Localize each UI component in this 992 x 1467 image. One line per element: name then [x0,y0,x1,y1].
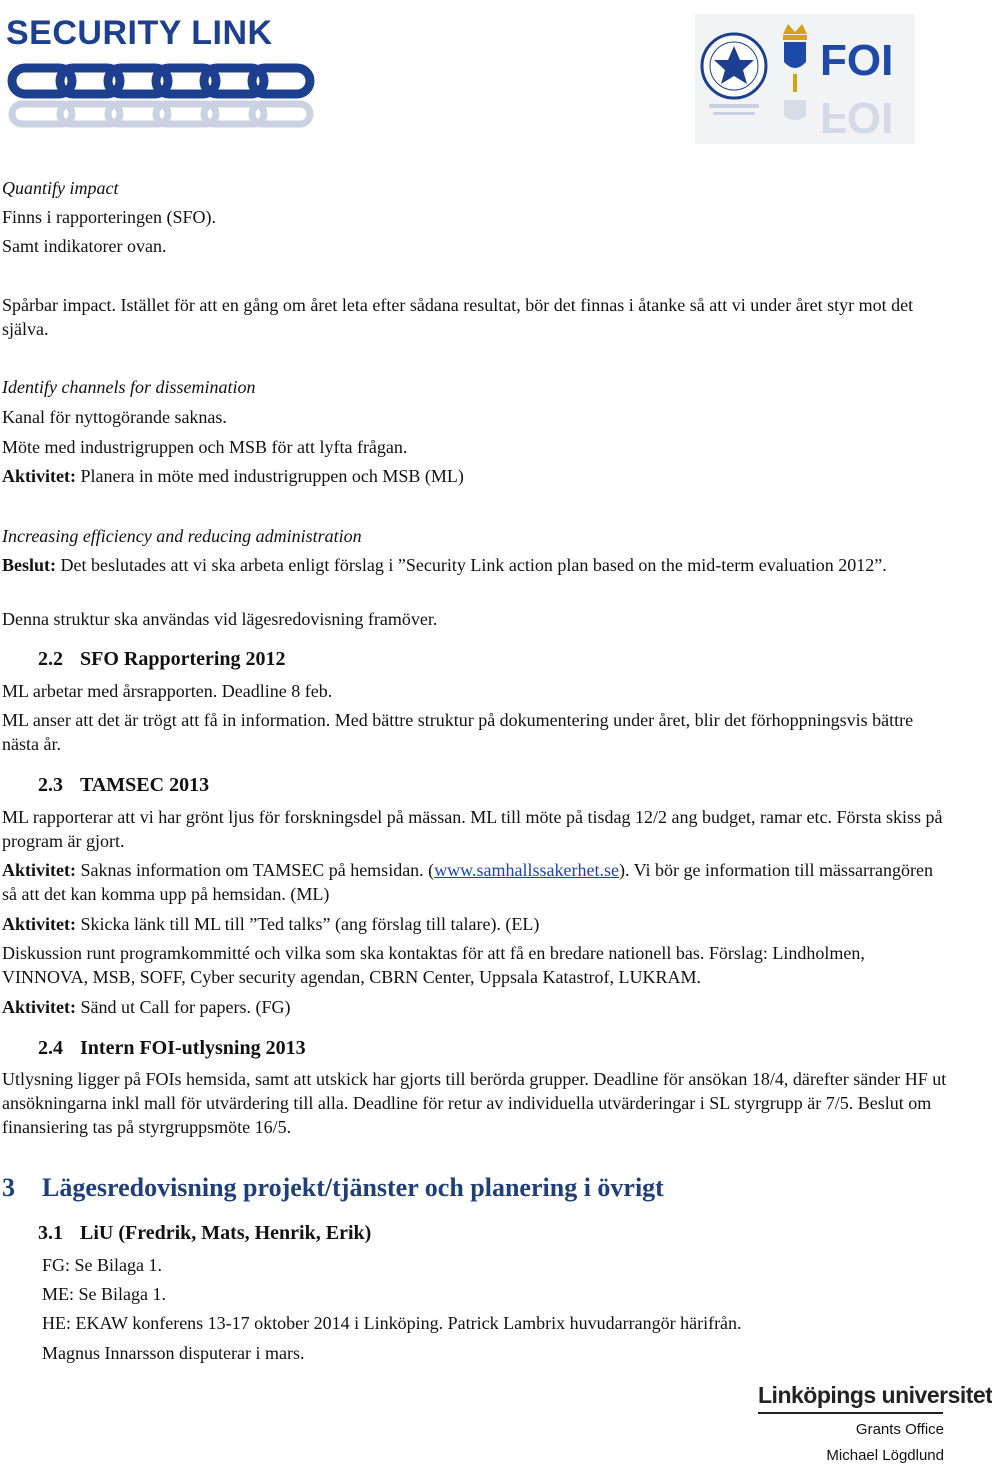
s31-item: Magnus Innarsson disputerar i mars. [42,1343,305,1363]
sparbar-paragraph: Spårbar impact. Istället för att en gång om året leta efter sådana resultat, bör det finnas i åtanke så att vi under året styr mot det själva. [2,295,914,339]
section-2-2-heading [38,648,286,671]
activity-label: Aktivitet: [2,914,76,934]
quantify-line-1: Finns i rapporteringen (SFO). [2,207,216,227]
efficiency-line-2: Denna struktur ska användas vid lägesredovisning framöver. [2,609,438,629]
s23-paragraph-1: ML rapporterar att vi har grönt ljus för forskningsdel på mässan. ML till möte på tisdag 12/2 ang budget, ramar etc. Första skiss på program är gjort. [2,807,943,851]
activity-label: Aktivitet: [2,466,76,486]
activity-text: Planera in möte med industrigruppen och MSB (ML) [75,466,464,486]
liu-logo-rule [758,1412,943,1414]
crown-emblem-icon [777,20,813,130]
activity-label: Aktivitet: [2,997,76,1017]
section-3-heading [2,1173,664,1203]
decision-text: Det beslutades att vi ska arbeta enligt förslag i ”Security Link action plan based on the mid-term evaluation 2012”. [56,555,887,575]
activity-text: Sänd ut Call for papers. (FG) [75,997,291,1017]
section-title: TAMSEC 2013 [80,774,210,796]
s31-item: FG: Se Bilaga 1. [42,1255,162,1275]
liu-logo-text: Linköpings universitet [758,1382,992,1408]
channels-title: Identify channels for dissemination [2,377,256,397]
quantify-title: Quantify impact [2,178,119,198]
s31-item: HE: EKAW konferens 13-17 oktober 2014 i Linköping. Patrick Lambrix huvudarrangör härifrån. [42,1313,742,1333]
s23-activity-1 [2,858,952,906]
security-link-logo-text: SECURITY LINK [6,14,273,52]
s22-paragraph: ML anser att det är trögt att få in information. Med bättre struktur på dokumentering under året, blir det förhoppningsvis bättre nästa år. [2,710,914,754]
samhallssakerhet-link[interactable]: www.samhallssakerhet.se [434,860,619,880]
s23-paragraph-2: Diskussion runt programkommitté och vilka som ska kontaktas för att få en bredare nationell bas. Förslag: Lindholmen, VINNOVA, MSB, SOFF, Cyber security agendan, CBRN Center, Uppsala Katastrof, LUKRAM. [2,943,865,987]
foi-logo-block [695,14,915,144]
activity-label: Aktivitet: [2,860,76,880]
efficiency-title: Increasing efficiency and reducing administration [2,526,362,546]
section-2-3-heading [38,774,209,797]
footer-office: Grants Office [855,1421,944,1438]
efficiency-decision [2,553,952,577]
activity-text: Saknas information om TAMSEC på hemsidan. ( [75,860,435,880]
security-link-logo [6,14,326,134]
channels-activity [2,464,464,488]
s24-paragraph: Utlysning ligger på FOIs hemsida, samt att utskick har gjorts till berörda grupper. Deadline för ansökan 18/4, därefter sänder HF ut ansökningarna inkl mall för utvärdering till alla. Deadline för retur av individuella utvärderingar i SL styrgrupp är 7/5. Beslut om finansiering tas på styrgruppsmöte 16/5. [2,1069,947,1137]
s23-activity-3 [2,995,290,1019]
section-title: SFO Rapportering 2012 [80,648,286,670]
section-number: 2.3 [38,774,63,796]
section-title: Lägesredovisning projekt/tjänster och planering i övrigt [42,1173,664,1202]
foi-logo-reflection: FOI [820,93,894,142]
section-3-1-heading [38,1222,371,1245]
section-number: 3 [2,1173,15,1202]
s22-line-1: ML arbetar med årsrapporten. Deadline 8 feb. [2,681,333,701]
section-2-4-heading [38,1037,306,1060]
footer-person: Michael Lögdlund [826,1447,944,1464]
section-title: Intern FOI-utlysning 2013 [80,1037,306,1059]
activity-text: Skicka länk till ML till ”Ted talks” (ang förslag till talare). (EL) [75,914,540,934]
chain-icon [6,60,316,130]
section-number: 2.4 [38,1037,63,1059]
section-title: LiU (Fredrik, Mats, Henrik, Erik) [80,1222,372,1244]
channels-line-1: Kanal för nyttogörande saknas. [2,407,227,427]
section-number: 2.2 [38,648,63,670]
s31-item: ME: Se Bilaga 1. [42,1284,166,1304]
foi-logo-text: FOI [820,36,894,85]
s23-activity-2 [2,912,539,936]
decision-label: Beslut: [2,555,56,575]
channels-line-2: Möte med industrigruppen och MSB för att lyfta frågan. [2,437,408,457]
section-number: 3.1 [38,1222,63,1244]
activity-text-end: ). Vi bör ge information till mässarrangören så att det kan komma upp på hemsidan. (ML) [2,860,933,904]
liu-seal-icon [699,20,769,120]
quantify-line-2: Samt indikatorer ovan. [2,236,167,256]
